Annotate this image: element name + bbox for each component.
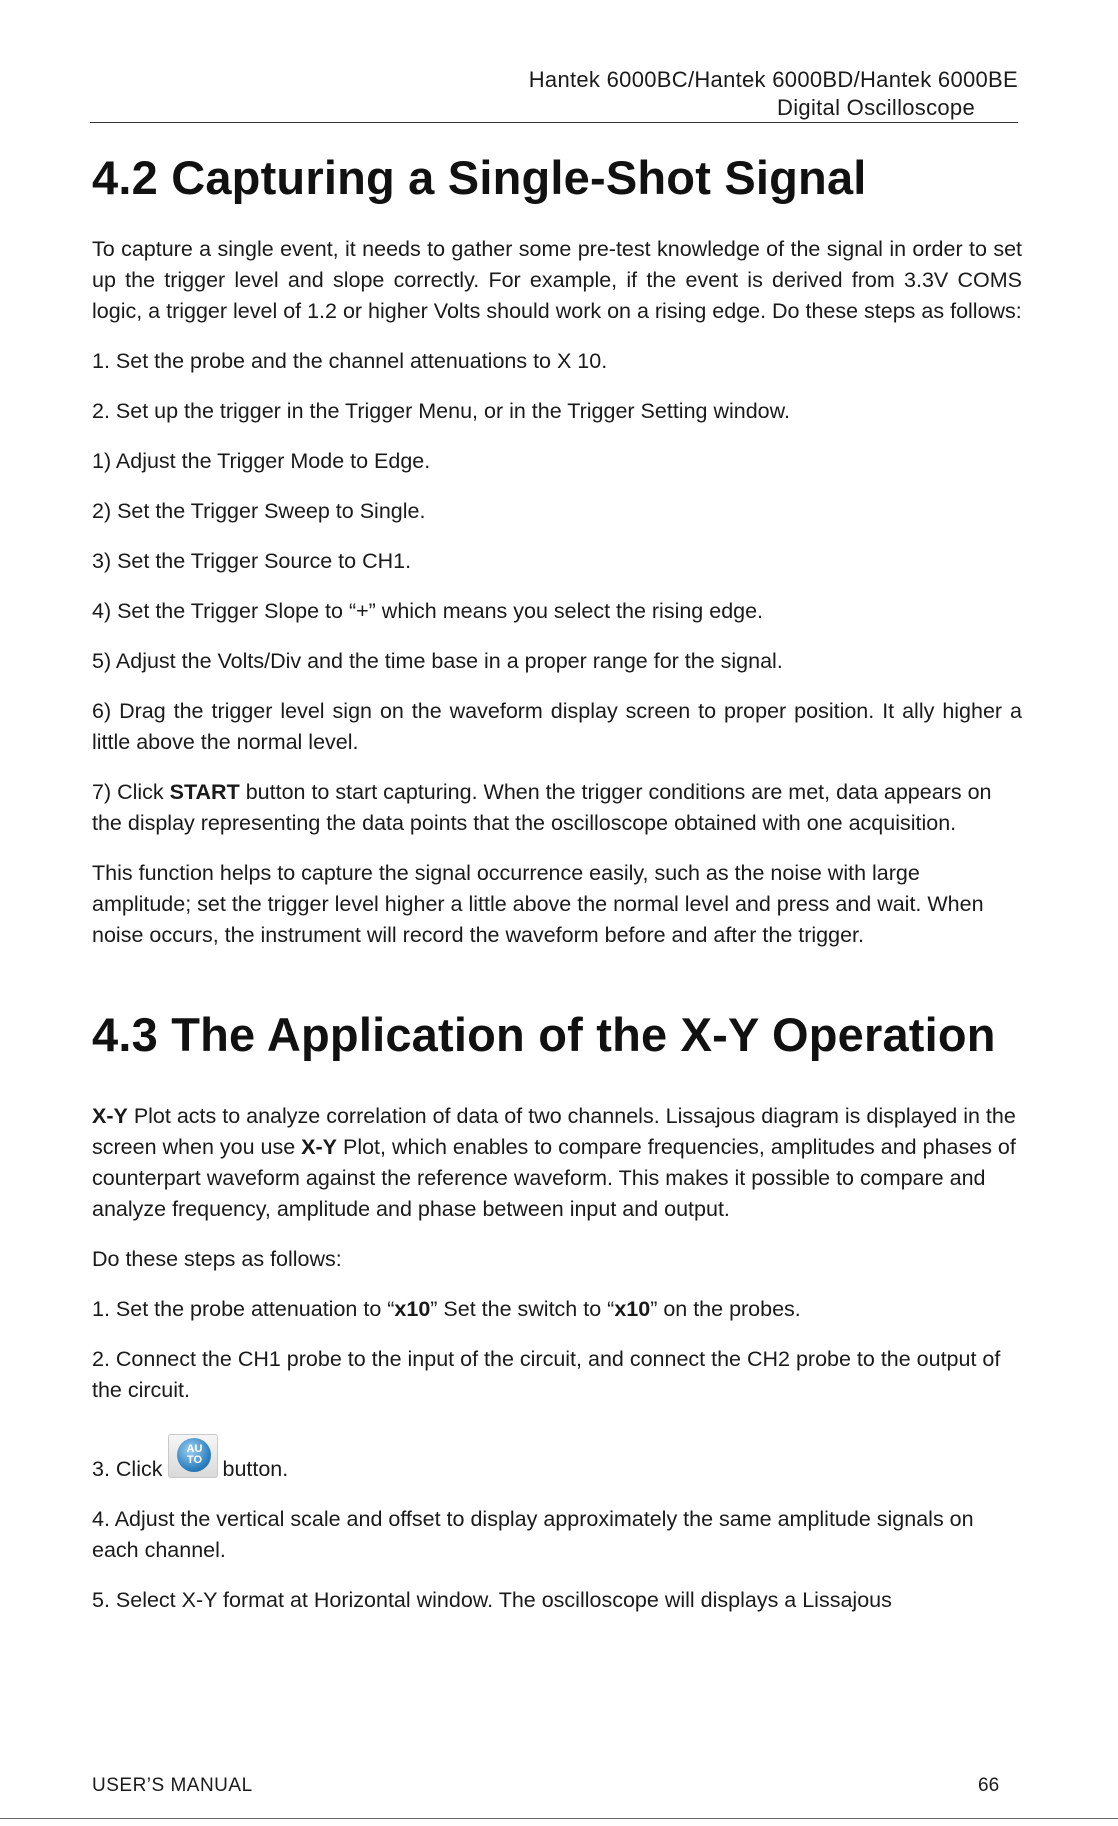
section-4-2-substep-2: 2) Set the Trigger Sweep to Single. <box>92 499 426 523</box>
intro-text-2: Plot, which enables to compare frequencies, amplitudes and phases of counterpart waveform against the reference waveform. This makes it possible to compare and analyze frequency, amplitude and phase between input and output. <box>92 1135 1016 1221</box>
header-divider <box>90 122 1018 123</box>
step-3-text-a: 3. Click <box>92 1457 163 1481</box>
footer-divider <box>0 1818 1118 1819</box>
header-subtitle: Digital Oscilloscope <box>777 95 975 120</box>
section-4-2-substep-5: 5) Adjust the Volts/Div and the time base in a proper range for the signal. <box>92 649 783 673</box>
page-header <box>90 66 1018 122</box>
section-4-2-outro: This function helps to capture the signal occurrence easily, such as the noise with large amplitude; set the trigger level higher a little above the normal level and press and wait. When noise occurs, the instrument will record the waveform before and after the trigger. <box>92 861 984 947</box>
section-4-2-substep-6: 6) Drag the trigger level sign on the waveform display screen to proper position. It ally higher a little above the normal level. <box>92 699 1022 754</box>
auto-icon-label: AU TO <box>177 1438 211 1472</box>
section-4-3-step-3 <box>92 1434 1022 1485</box>
footer-manual-label: USER’S MANUAL <box>92 1775 253 1796</box>
section-4-3-step-1 <box>92 1294 1022 1325</box>
header-product-line: Hantek 6000BC/Hantek 6000BD/Hantek 6000BE <box>528 67 1018 92</box>
substep-7-suffix: button to start capturing. When the trigger conditions are met, data appears on the display representing the data points that the oscilloscope obtained with one acquisition. <box>92 780 992 835</box>
xy-keyword: X-Y <box>92 1104 128 1128</box>
intro-text-1: Plot acts to analyze correlation of data of two channels. Lissajous diagram is displayed in the screen when you use <box>92 1104 1016 1159</box>
section-4-3-title: 4.3 The Application of the X-Y Operation <box>92 1008 996 1061</box>
section-4-3-intro <box>92 1101 1022 1225</box>
xy-keyword: X-Y <box>301 1135 337 1159</box>
section-4-3-step-5: 5. Select X-Y format at Horizontal window. The oscilloscope will displays a Lissajous <box>92 1588 892 1612</box>
section-4-2-title: 4.2 Capturing a Single-Shot Signal <box>92 151 867 204</box>
section-4-3-step-4: 4. Adjust the vertical scale and offset to display approximately the same amplitude signals on each channel. <box>92 1507 974 1562</box>
section-4-2-substep-3: 3) Set the Trigger Source to CH1. <box>92 549 412 573</box>
step-3-text-b: button. <box>222 1457 289 1481</box>
section-4-2-substep-1: 1) Adjust the Trigger Mode to Edge. <box>92 449 431 473</box>
substep-7-prefix: 7) Click <box>92 780 170 804</box>
page-content <box>92 140 1022 1635</box>
x10-keyword: x10 <box>614 1297 651 1321</box>
section-4-2-step-1: 1. Set the probe and the channel attenuations to X 10. <box>92 349 608 373</box>
step-1-text-c: ” Set the switch to “ <box>430 1297 615 1321</box>
start-keyword: START <box>169 780 240 804</box>
section-4-3-steps-intro: Do these steps as follows: <box>92 1247 342 1271</box>
page-number: 66 <box>978 1775 1000 1796</box>
x10-keyword: x10 <box>394 1297 431 1321</box>
section-4-2-substep-7 <box>92 777 1022 839</box>
step-1-text-a: 1. Set the probe attenuation to “ <box>92 1297 395 1321</box>
section-4-2-step-2: 2. Set up the trigger in the Trigger Menu, or in the Trigger Setting window. <box>92 399 790 423</box>
section-4-2-intro: To capture a single event, it needs to gather some pre-test knowledge of the signal in order to set up the trigger level and slope correctly. For example, if the event is derived from 3.3V COMS logic, a trigger level of 1.2 or higher Volts should work on a rising edge. Do these steps as follows: <box>92 237 1022 323</box>
step-1-text-e: ” on the probes. <box>650 1297 801 1321</box>
section-4-3-step-2: 2. Connect the CH1 probe to the input of the circuit, and connect the CH2 probe to the output of the circuit. <box>92 1347 1001 1402</box>
section-4-2-substep-4: 4) Set the Trigger Slope to “+” which means you select the rising edge. <box>92 599 764 623</box>
auto-button-icon <box>168 1434 218 1478</box>
